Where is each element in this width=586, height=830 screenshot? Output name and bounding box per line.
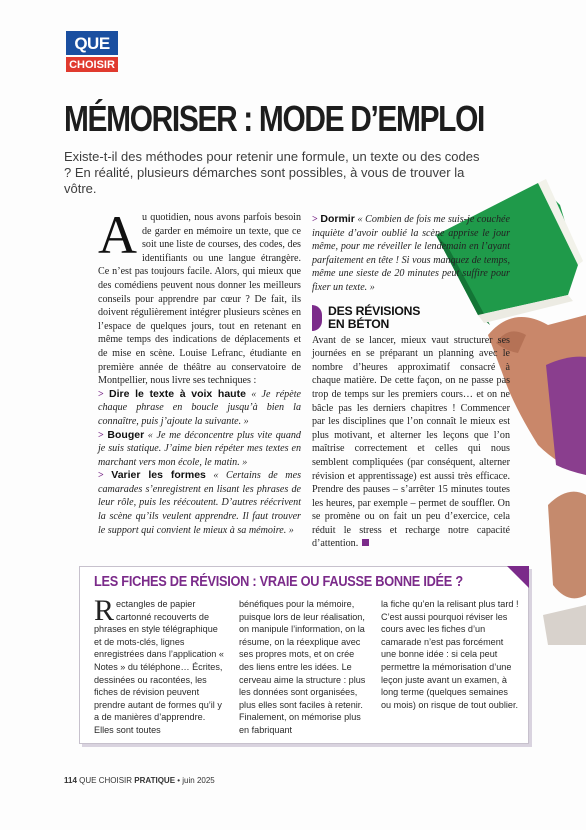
article-column-2 <box>312 213 510 551</box>
tip-marker: > <box>98 388 104 400</box>
tip-text: « Combien de fois me suis-je couchée inquiète d’avoir oublié la scène apprise le jour même, pour me réveiller le lendemain en l’ayant parfaitement en tête ! Si vous manquez de temps, même une sieste de 20 minutes peut suffire pour fixer un texte. » <box>312 214 510 293</box>
tip-marker: > <box>98 429 104 441</box>
tip-item <box>312 213 510 295</box>
box-column-3: la fiche qu’en la relisant plus tard ! C’est aussi pourquoi réviser les cours avec les fiches d’un camarade n’est pas forcément une bonne idée : si cela peut permettre la mémorisation d’une leçon juste avant un examen, à long terme (quelques semaines ou mois) on risque de tout oublier. <box>381 599 519 710</box>
section-heading-line-2: EN BÉTON <box>328 316 390 331</box>
sidebar-box <box>79 566 529 744</box>
box-column-1 <box>94 594 226 737</box>
end-square-icon <box>362 539 369 546</box>
tip-lead: Dire le texte à voix haute <box>109 387 246 400</box>
article-title: MÉMORISER : MODE D’EMPLOI <box>64 98 484 139</box>
section-tab-icon <box>312 305 322 331</box>
que-choisir-logo <box>66 31 118 73</box>
article-paragraph-revisions <box>312 334 510 552</box>
box-text: ectangles de papier cartonné recouverts de phrases en style télégraphique et de mots-clés, lignes enregistrées dans l’application « Notes » du téléphone… Écrites, dessinées ou racontées, les fiches de révision peuvent prendre autant de formes qu’il y a de manières d’apprendre. Elles sont toutes <box>94 599 224 735</box>
logo-line-choisir: CHOISIR <box>66 57 118 72</box>
box-title: LES FICHES DE RÉVISION : VRAIE OU FAUSSE BONNE IDÉE ? <box>94 574 463 590</box>
paragraph-text: u quotidien, nous avons parfois besoin de garder en mémoire un texte, que ce soit une liste de courses, des codes, des identifiants ou une langue étrangère. Ce n’est pas toujours facile. Alors, qui mieux que des comédiens peuvent nous donner les meilleurs conseils pour apprendre par cœur ? De fait, ils doivent régulièrement intégrer plusieurs scènes en l’espace de quelques jours, tout en retenant en même temps des indications de déplacements et de mise en scène. Louise Lefranc, étudiante en première année de théâtre au conservatoire de Montpellier, nous livre ses techniques : <box>98 212 301 387</box>
dropcap-letter: A <box>98 205 137 265</box>
magazine-name-pratique: PRATIQUE <box>134 776 176 785</box>
page-footer <box>64 776 215 785</box>
article-column-1 <box>98 205 301 537</box>
issue-date: • juin 2025 <box>175 776 215 785</box>
tip-lead: Varier les formes <box>111 469 206 482</box>
section-heading-line-1: DES RÉVISIONS <box>328 303 421 318</box>
tip-text: « Je répète chaque phrase en boucle jusqu’à bien la connaître, puis j’ajoute la suivante. » <box>98 388 301 427</box>
hand-icon <box>543 492 586 645</box>
tip-item <box>98 469 301 537</box>
box-corner-icon <box>507 566 529 588</box>
box-dropcap-letter: R <box>94 594 115 627</box>
article-intro: Existe-t-il des méthodes pour retenir une formule, un texte ou des codes ? En réalité, plusieurs démarches sont possibles, à vous de trouver la vôtre. <box>64 149 480 196</box>
logo-line-que: QUE <box>66 31 118 55</box>
tip-item <box>98 429 301 470</box>
box-column-2: bénéfiques pour la mémoire, puisque lors de leur réalisation, on manipule l’information, on la résume, on la réexplique avec ses propres mots, et on crée des liens entre les idées. Le cerveau aime la structure : plus les données sont organisées, plus elles sont faciles à retenir. Finalement, on mémorise plus en fabriquant <box>239 599 366 735</box>
page-number: 114 <box>64 776 77 785</box>
article-paragraph-intro <box>98 205 301 388</box>
tip-marker: > <box>312 214 318 225</box>
tip-marker: > <box>98 470 104 482</box>
section-heading <box>312 305 510 331</box>
tip-lead: Dormir <box>320 213 355 225</box>
tip-text: « Je me déconcentre plus vite quand je suis statique. J’aime bien répéter mes textes en marchant vers mon école, le matin. » <box>98 429 301 468</box>
tip-item <box>98 388 301 429</box>
tip-lead: Bouger <box>107 428 145 441</box>
magazine-name: QUE CHOISIR <box>79 776 133 785</box>
tip-text: « Certains de mes camarades s’enregistrent en lisant les phrases de leur rôle, puis les réécoutent. D’autres réécrivent la scène qu’ils veulent apprendre. Il faut trouver le support qui convient le mieux à sa mémoire. » <box>98 470 301 536</box>
paragraph-text: Avant de se lancer, mieux vaut structurer ses journées en se préparant un planning avec le nombre d’heures approximatif consacré à chaque matière. De cette façon, on ne passe pas trop de temps sur les premiers cours… et on ne bâcle pas les derniers chapitres ! Commencer par les disciplines que l’on connaît le mieux est plus motivant, et alterner les leçons que l’on maîtrise correctement et celles qui nous semblent compliquées (par conséquent, alterner révision et apprentissage) est aussi très efficace. Prendre des pauses – s’arrêter 15 minutes toutes les heures, par exemple – permet de souffler. On se promène ou on fait un peu d’exercice, cela réduit le stress et recharge notre capacité d’attention. <box>312 334 510 550</box>
